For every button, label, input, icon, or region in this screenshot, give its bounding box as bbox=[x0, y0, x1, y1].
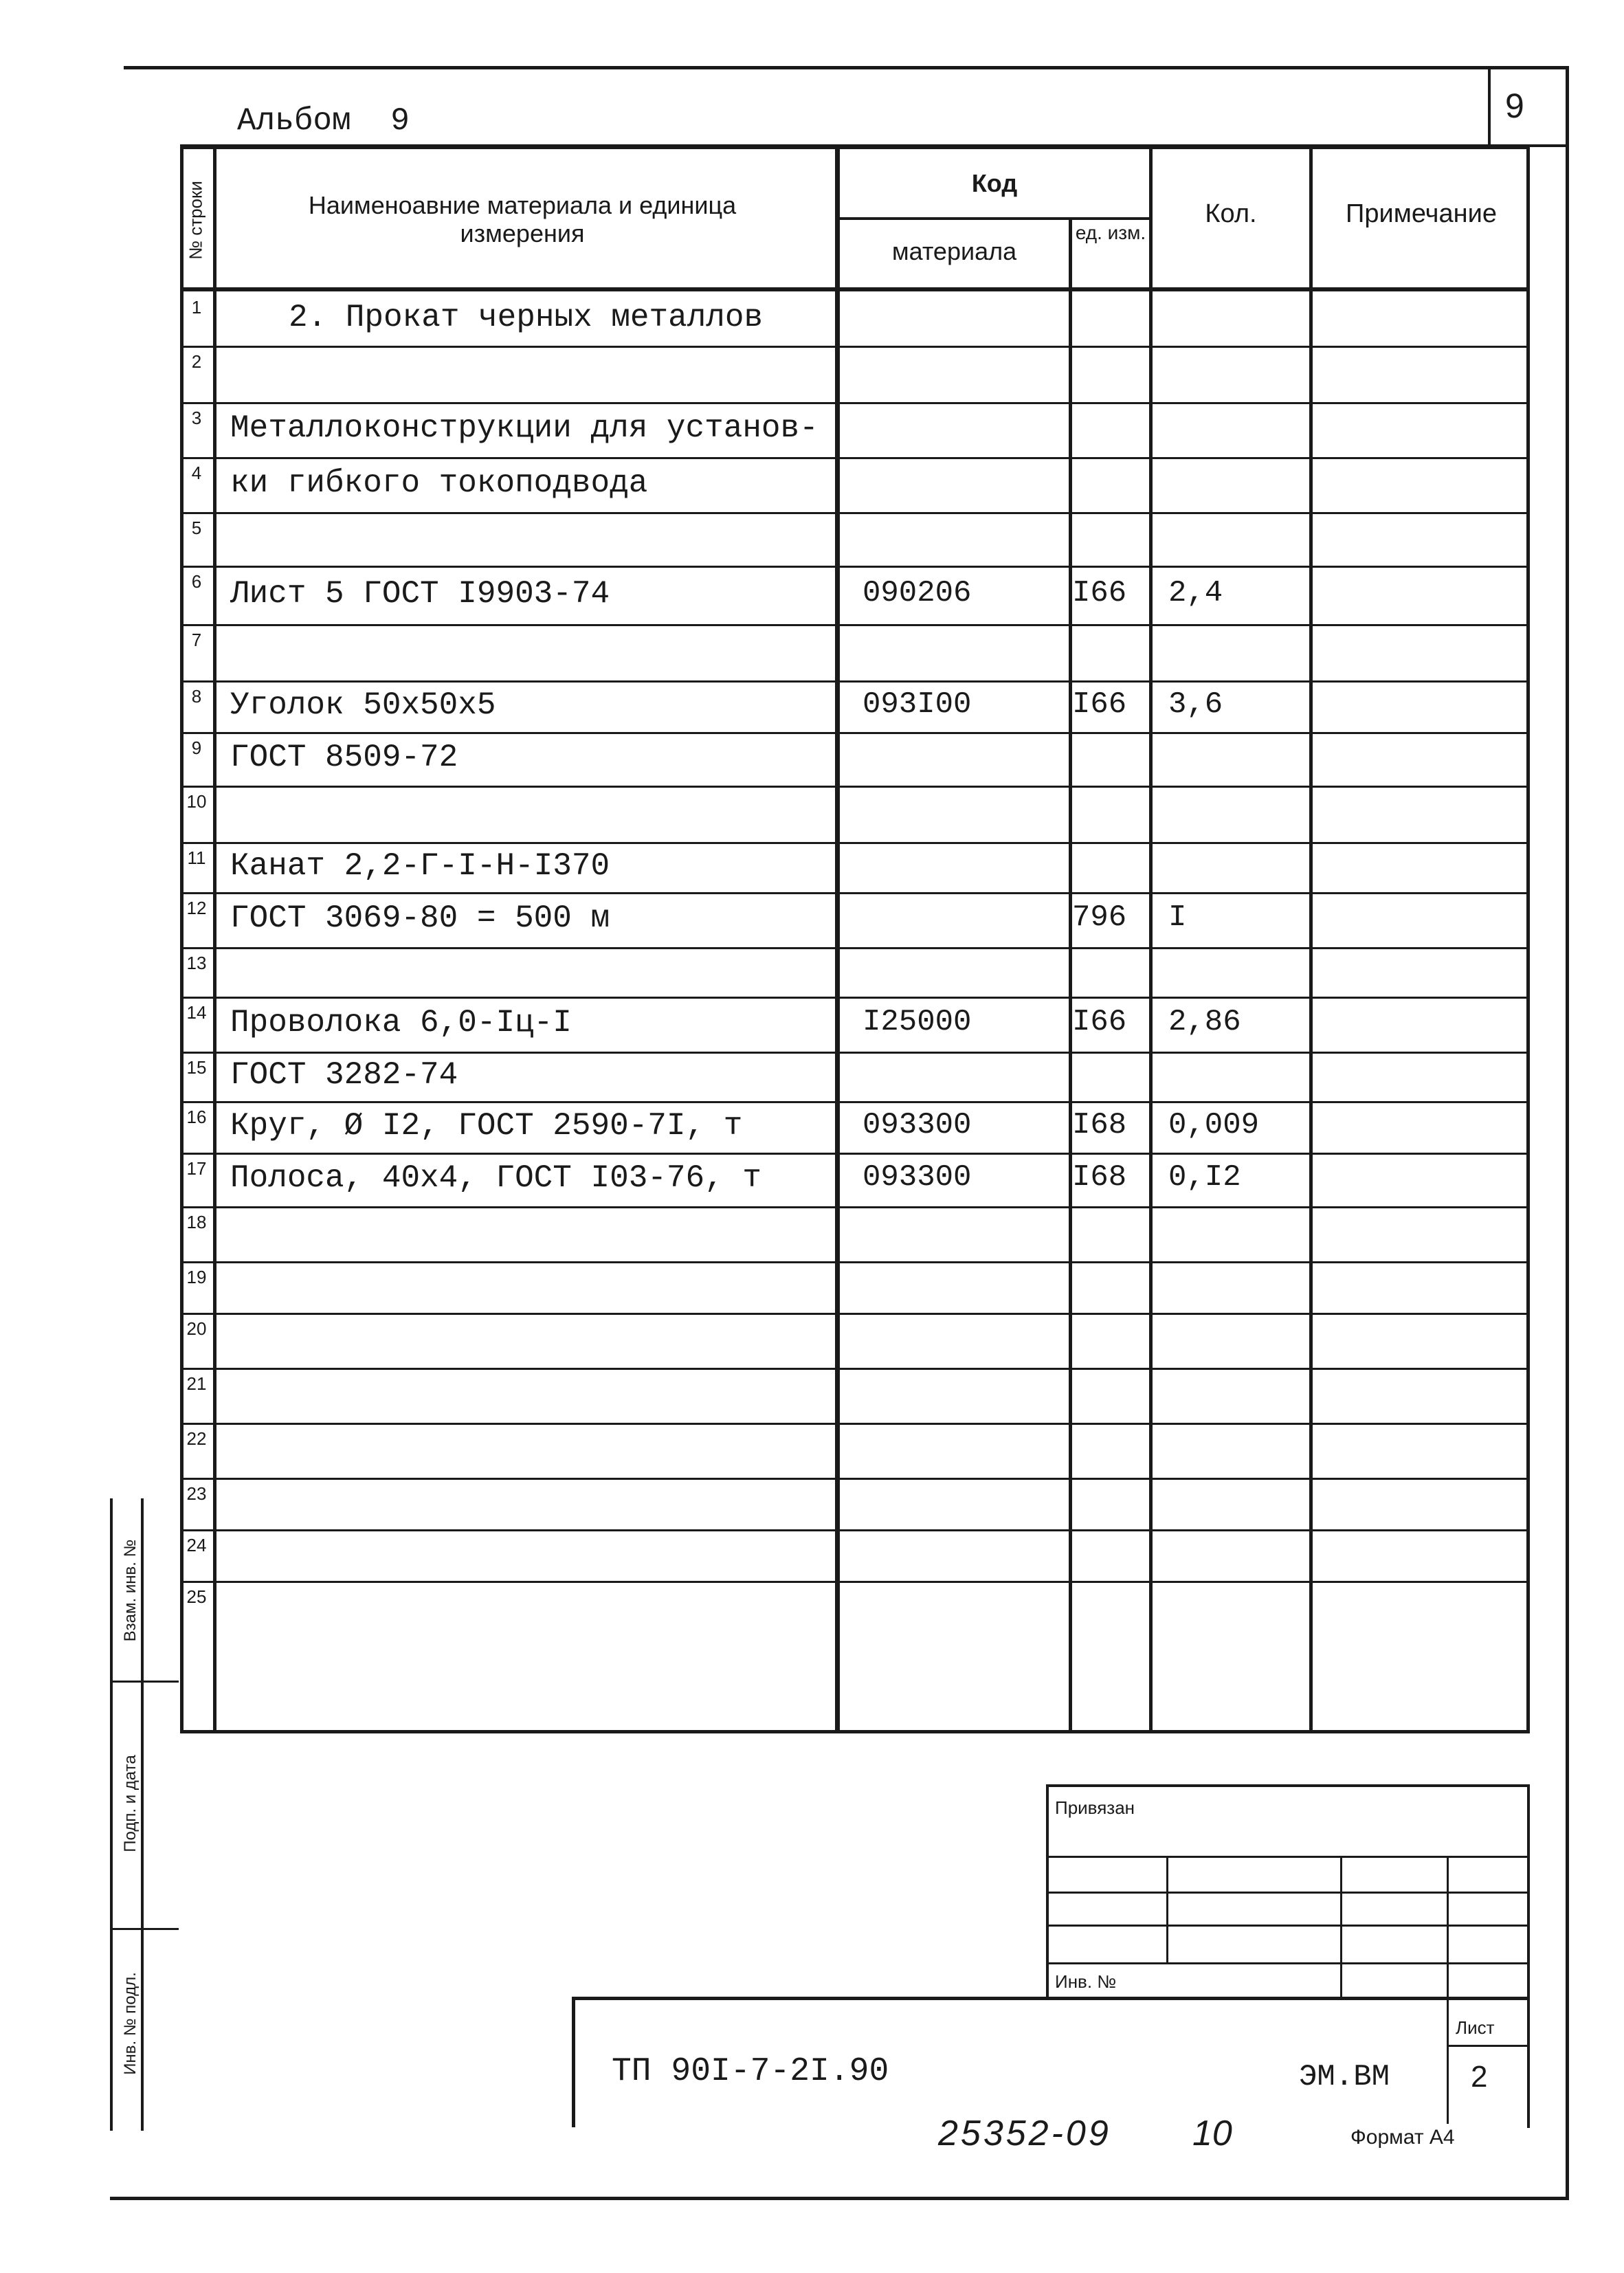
table-row bbox=[180, 512, 1530, 566]
margin-divider-1 bbox=[110, 1681, 179, 1683]
material-name: Уголок 50x50x5 bbox=[230, 687, 496, 723]
corner-box-left bbox=[1488, 66, 1491, 146]
material-name: Круг, Ø I2, ГОСТ 2590-7I, т bbox=[230, 1107, 743, 1144]
stamp-grid-h2 bbox=[1046, 1892, 1530, 1894]
margin-divider-2 bbox=[110, 1928, 179, 1930]
format-label: Формат А4 bbox=[1350, 2126, 1455, 2149]
material-name: Лист 5 ГОСТ I9903-74 bbox=[230, 575, 610, 612]
row-number: 4 bbox=[191, 463, 202, 483]
row-number: 7 bbox=[191, 630, 202, 650]
col-header-name: Наименоавние материала и единица измерения bbox=[308, 191, 737, 248]
row-number: 13 bbox=[186, 953, 207, 973]
table-row bbox=[180, 1206, 1530, 1261]
col-header-code: Код bbox=[971, 169, 1018, 197]
album-title bbox=[237, 103, 410, 139]
stamp-grid-v2 bbox=[1340, 1856, 1342, 1997]
row-number: 19 bbox=[186, 1267, 207, 1287]
handwritten-number: 25352-09 bbox=[938, 2114, 1111, 2153]
table-row bbox=[180, 1261, 1530, 1313]
docblock-top-line bbox=[572, 1997, 1530, 2000]
quantity: 0,I2 bbox=[1168, 1160, 1241, 1195]
col-header-code-material: материала bbox=[891, 237, 1017, 265]
doc-suffix: ЭМ.ВМ bbox=[1299, 2060, 1390, 2094]
docblock-left-line bbox=[572, 1997, 575, 2127]
stamp-right-line bbox=[1527, 1784, 1530, 2128]
stamp-grid-v1 bbox=[1166, 1856, 1168, 1962]
material-name: ГОСТ 8509-72 bbox=[230, 740, 458, 775]
stamp-left-line bbox=[1046, 1784, 1049, 1997]
table-row bbox=[180, 1368, 1530, 1423]
margin-outer-line bbox=[110, 1498, 113, 2131]
material-code: 090206 bbox=[863, 575, 972, 610]
table-row bbox=[180, 1423, 1530, 1478]
sheet-box-divider bbox=[1447, 2045, 1530, 2047]
bottom-border bbox=[110, 2197, 1569, 2200]
material-name: ГОСТ 3069-80 = 500 м bbox=[230, 900, 610, 936]
unit-code: I66 bbox=[1072, 575, 1127, 610]
row-number: 8 bbox=[191, 686, 202, 707]
unit-code: I68 bbox=[1072, 1160, 1127, 1195]
row-number: 16 bbox=[186, 1107, 207, 1127]
album-label: Альбом bbox=[237, 103, 351, 139]
row-number: 23 bbox=[186, 1483, 207, 1504]
col-header-code-unit: ед. изм. bbox=[1075, 222, 1146, 243]
material-name: Канат 2,2-Г-I-Н-I370 bbox=[230, 847, 610, 884]
row-number: 18 bbox=[186, 1212, 207, 1232]
stamp-grid-h3 bbox=[1046, 1925, 1530, 1927]
material-code: I25000 bbox=[863, 1005, 972, 1039]
row-number: 14 bbox=[186, 1002, 207, 1023]
inv-label: Инв. № bbox=[1055, 1971, 1117, 1992]
material-code: 093I00 bbox=[863, 687, 972, 722]
row-number: 25 bbox=[186, 1586, 207, 1607]
row-number: 9 bbox=[191, 738, 202, 758]
sign-date-label: Подп. и дата bbox=[121, 1755, 140, 1852]
row-number: 10 bbox=[186, 791, 207, 812]
table-row bbox=[180, 947, 1530, 997]
table-row bbox=[180, 1581, 1530, 1733]
album-number: 9 bbox=[390, 103, 410, 139]
handwritten-page: 10 bbox=[1192, 2114, 1232, 2153]
material-name: Металлоконструкции для установ- bbox=[230, 410, 819, 446]
row-number: 2 bbox=[191, 351, 202, 372]
material-code: 093300 bbox=[863, 1160, 972, 1195]
doc-code: ТП 90I-7-2I.90 bbox=[612, 2053, 889, 2090]
code-subheader-line bbox=[835, 217, 1151, 220]
unit-code: I66 bbox=[1072, 687, 1127, 722]
bound-label: Привязан bbox=[1055, 1797, 1135, 1818]
margin-inner-line bbox=[141, 1498, 144, 2131]
material-name: Полоса, 40x4, ГОСТ I03-76, т bbox=[230, 1160, 761, 1196]
table-row bbox=[180, 1529, 1530, 1581]
row-number: 22 bbox=[186, 1428, 207, 1449]
table-row bbox=[180, 1478, 1530, 1529]
stamp-grid-h1 bbox=[1046, 1856, 1530, 1858]
row-number: 20 bbox=[186, 1318, 207, 1339]
col-header-qty: Кол. bbox=[1205, 199, 1257, 228]
material-name: ГОСТ 3282-74 bbox=[230, 1057, 458, 1093]
quantity: 3,6 bbox=[1168, 687, 1223, 722]
quantity: 2,86 bbox=[1168, 1005, 1241, 1039]
table-row bbox=[180, 1313, 1530, 1368]
replace-inv-label: Взам. инв. № bbox=[121, 1539, 140, 1642]
material-name: ки гибкого токоподвода bbox=[230, 465, 648, 501]
material-name: Проволока 6,0-Iц-I bbox=[230, 1005, 572, 1041]
table-row bbox=[180, 624, 1530, 680]
quantity: 0,009 bbox=[1168, 1107, 1260, 1142]
col-header-note: Примечание bbox=[1346, 199, 1497, 228]
material-name: 2. Прокат черных металлов bbox=[289, 299, 764, 335]
table-row bbox=[180, 346, 1530, 402]
sheet-number: 2 bbox=[1471, 2060, 1488, 2094]
row-number: 1 bbox=[191, 297, 202, 318]
row-number: 24 bbox=[186, 1535, 207, 1555]
row-number: 17 bbox=[186, 1158, 207, 1179]
quantity: 2,4 bbox=[1168, 575, 1223, 610]
material-code: 093300 bbox=[863, 1107, 972, 1142]
table-row bbox=[180, 786, 1530, 842]
stamp-grid-v3 bbox=[1447, 1856, 1449, 2124]
quantity: I bbox=[1168, 900, 1187, 935]
stamp-top-line bbox=[1046, 1784, 1530, 1787]
row-number: 11 bbox=[187, 847, 206, 868]
sheet-label: Лист bbox=[1456, 2017, 1495, 2038]
row-number: 5 bbox=[191, 518, 202, 538]
row-number: 3 bbox=[191, 408, 202, 428]
row-number: 12 bbox=[186, 898, 207, 918]
right-border bbox=[1566, 66, 1569, 2197]
row-number: 15 bbox=[186, 1057, 207, 1078]
col-header-row-no: № строки bbox=[185, 181, 206, 260]
top-border bbox=[124, 66, 1567, 69]
sheet-corner-number: 9 bbox=[1505, 87, 1524, 125]
unit-code: 796 bbox=[1072, 900, 1127, 935]
unit-code: I68 bbox=[1072, 1107, 1127, 1142]
inv-orig-label: Инв. № подл. bbox=[121, 1972, 140, 2075]
row-number: 21 bbox=[186, 1373, 207, 1394]
stamp-grid-h4 bbox=[1046, 1962, 1530, 1964]
row-number: 6 bbox=[191, 571, 202, 592]
unit-code: I66 bbox=[1072, 1005, 1127, 1039]
